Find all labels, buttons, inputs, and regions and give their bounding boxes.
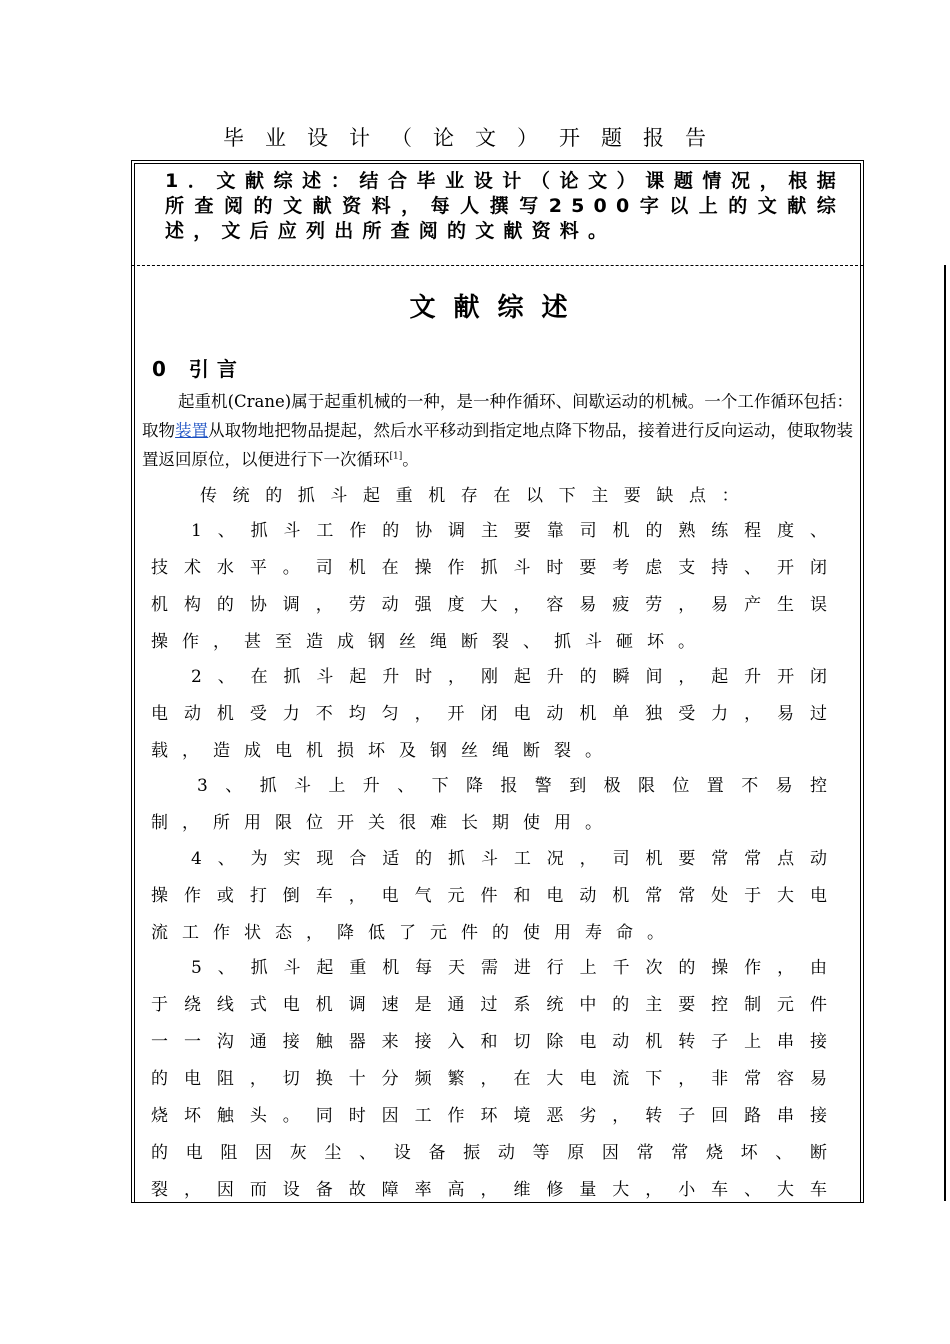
- defect-line: 技术水平。司机在操作抓斗时要考虑支持、开闭: [151, 558, 841, 578]
- defect-line: 的电阻，切换十分频繁，在大电流下，非常容易: [151, 1069, 841, 1089]
- defect-line: 操作，甚至造成钢丝绳断裂、抓斗砸坏。: [151, 632, 709, 652]
- intro-text-a: 起重机(Crane)属于起重机械的一种，是一种作循环、间歇运动的机械。一个工作循环包括：取物: [142, 392, 853, 440]
- defect-line: 的电阻因灰尘、设备振动等原因常常烧坏、断: [151, 1143, 841, 1163]
- instruction-header: 1．文献综述：结合毕业设计（论文）课题情况，根据所查阅的文献资料，每人撰写2500字以上的文献综述，文后应列出所查阅的文献资料。: [165, 170, 845, 242]
- defect-line: 制，所用限位开关很难长期使用。: [151, 813, 616, 833]
- report-table: [131, 160, 864, 1203]
- defect-line: 5、抓斗起重机每天需进行上千次的操作，由: [191, 958, 841, 978]
- defect-line: 于绕线式电机调速是通过系统中的主要控制元件: [151, 995, 841, 1015]
- dashed-divider: [132, 265, 863, 266]
- defect-item-4: [151, 841, 841, 952]
- section-title: 文献综述: [409, 293, 586, 323]
- defect-line: 3、抓斗上升、下降报警到极限位置不易控: [197, 776, 841, 796]
- defects-title: 传统的抓斗起重机存在以下主要缺点：: [200, 486, 755, 506]
- intro-text-end: 。: [402, 450, 419, 469]
- defect-line: 操作或打倒车，电气元件和电动机常常处于大电: [151, 886, 841, 906]
- intro-heading: 0 引言: [152, 357, 245, 381]
- defect-item-3: [151, 768, 841, 842]
- defect-line: 2、在抓斗起升时，刚起升的瞬间，起升开闭: [191, 667, 841, 687]
- defect-line: 4、为实现合适的抓斗工况，司机要常常点动: [191, 849, 841, 869]
- defect-line: 裂，因而设备故障率高，维修量大，小车、大车: [151, 1180, 841, 1200]
- intro-text-b: 从取物地把物品提起，然后水平移动到指定地点降下物品，接着进行反向运动，使取物装置返回原位，以便进行下一次循环: [142, 421, 854, 469]
- page-edge-line: [944, 265, 946, 1201]
- defect-item-1: [151, 513, 841, 661]
- device-link[interactable]: 装置: [175, 421, 209, 440]
- defect-item-5: [151, 950, 841, 1203]
- defect-line: 流工作状态，降低了元件的使用寿命。: [151, 923, 678, 943]
- intro-paragraph: [142, 387, 853, 474]
- defect-line: 机构的协调，劳动强度大，容易疲劳，易产生误: [151, 595, 841, 615]
- defect-line: 烧坏触头。同时因工作环境恶劣，转子回路串接: [151, 1106, 841, 1126]
- document-title: 毕业设计（论文）开题报告: [223, 126, 727, 150]
- defect-line: 1、抓斗工作的协调主要靠司机的熟练程度、: [191, 521, 841, 541]
- defect-item-2: [151, 659, 841, 770]
- defect-line: 电动机受力不均匀，开闭电动机单独受力，易过: [151, 704, 841, 724]
- defect-line: 一一沟通接触器来接入和切除电动机转子上串接: [151, 1032, 841, 1052]
- citation-ref: [1]: [389, 451, 403, 462]
- defect-line: 载，造成电机损坏及钢丝绳断裂。: [151, 741, 616, 761]
